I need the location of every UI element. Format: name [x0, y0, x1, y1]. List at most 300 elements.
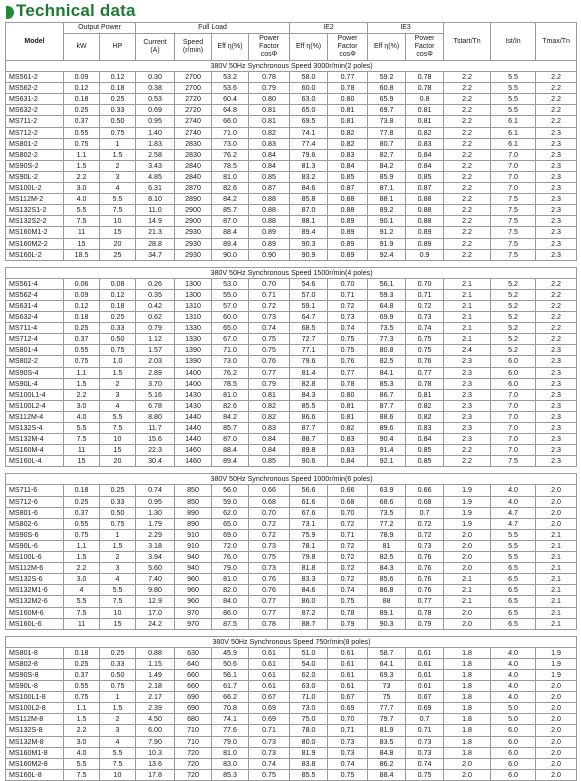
value-cell: 87.5 [212, 618, 249, 629]
value-cell: 0.82 [249, 127, 290, 138]
model-cell: MS801-2 [6, 138, 64, 149]
value-cell: 970 [175, 607, 212, 618]
value-cell: 0.84 [328, 456, 368, 467]
value-cell: 3.70 [136, 378, 175, 389]
value-cell: 81.0 [212, 171, 249, 182]
value-cell: 65.0 [290, 105, 328, 116]
value-cell: 0.74 [328, 758, 368, 769]
model-cell: MS100L2-4 [6, 400, 64, 411]
value-cell: 0.89 [328, 238, 368, 249]
value-cell: 62.0 [212, 507, 249, 518]
value-cell: 0.12 [64, 300, 100, 311]
value-cell: 1.9 [536, 669, 577, 680]
value-cell: 2.2 [536, 72, 577, 83]
value-cell: 7.5 [491, 249, 536, 260]
value-cell: 0.09 [64, 289, 100, 300]
value-cell: 7.0 [491, 183, 536, 194]
value-cell: 2.3 [536, 205, 577, 216]
value-cell: 4 [100, 400, 136, 411]
value-cell: 1.5 [100, 149, 136, 160]
value-cell: 2.3 [536, 367, 577, 378]
value-cell: 7.5 [100, 205, 136, 216]
value-cell: 4.0 [64, 747, 100, 758]
value-cell: 0.87 [249, 183, 290, 194]
model-cell: MS90S-6 [6, 529, 64, 540]
value-cell: 17.0 [136, 607, 175, 618]
value-cell: 91.4 [368, 445, 406, 456]
value-cell: 2.0 [536, 496, 577, 507]
value-cell: 5.5 [100, 411, 136, 422]
value-cell: 0.72 [406, 518, 444, 529]
value-cell: 2.1 [444, 312, 491, 323]
value-cell: 2930 [175, 238, 212, 249]
value-cell: 7.0 [491, 434, 536, 445]
value-cell: 0.78 [328, 378, 368, 389]
value-cell: 4.0 [491, 692, 536, 703]
value-cell: 0.78 [406, 607, 444, 618]
model-cell: MS160M1-2 [6, 227, 64, 238]
value-cell: 2.2 [536, 94, 577, 105]
value-cell: 1.1 [64, 149, 100, 160]
value-cell: 2.1 [444, 585, 491, 596]
value-cell: 82.6 [212, 183, 249, 194]
value-cell: 1300 [175, 289, 212, 300]
model-cell: MS632-2 [6, 105, 64, 116]
value-cell: 2.3 [444, 389, 491, 400]
table-row [6, 736, 577, 747]
value-cell: 90.3 [290, 238, 328, 249]
value-cell: 69.5 [290, 116, 328, 127]
table-row [6, 485, 577, 496]
value-cell: 78.0 [290, 725, 328, 736]
value-cell: 2.29 [136, 529, 175, 540]
value-cell: 58.7 [368, 647, 406, 658]
value-cell: 0.84 [406, 160, 444, 171]
value-cell: 0.55 [64, 127, 100, 138]
value-cell: 83.0 [212, 758, 249, 769]
table-row [6, 278, 577, 289]
value-cell: 88.4 [368, 769, 406, 780]
model-cell: MS801-6 [6, 507, 64, 518]
value-cell: 0.81 [328, 400, 368, 411]
table-row [6, 658, 577, 669]
value-cell: 2.2 [444, 72, 491, 83]
table-row [6, 769, 577, 780]
value-cell: 0.72 [406, 300, 444, 311]
value-cell: 0.75 [328, 334, 368, 345]
value-cell: 960 [175, 585, 212, 596]
value-cell: 1.40 [136, 127, 175, 138]
value-cell: 2.3 [536, 227, 577, 238]
model-cell: MS160M-6 [6, 607, 64, 618]
table-row [6, 171, 577, 182]
value-cell: 0.75 [328, 596, 368, 607]
value-cell: 1400 [175, 378, 212, 389]
value-cell: 76.2 [212, 149, 249, 160]
value-cell: 7.5 [491, 216, 536, 227]
value-cell: 0.85 [406, 456, 444, 467]
model-cell: MS802-6 [6, 518, 64, 529]
value-cell: 2.0 [444, 607, 491, 618]
value-cell: 63.0 [290, 681, 328, 692]
value-cell: 2.0 [444, 618, 491, 629]
value-cell: 2.2 [444, 227, 491, 238]
value-cell: 84.3 [290, 389, 328, 400]
value-cell: 18.5 [64, 249, 100, 260]
value-cell: 2.2 [444, 94, 491, 105]
value-cell: 0.83 [406, 423, 444, 434]
table-row [6, 289, 577, 300]
value-cell: 7.5 [100, 596, 136, 607]
value-cell: 1310 [175, 300, 212, 311]
value-cell: 0.76 [249, 585, 290, 596]
model-cell: MS90L-2 [6, 171, 64, 182]
group-header-row [6, 636, 577, 647]
value-cell: 85.8 [290, 194, 328, 205]
value-cell: 1.8 [444, 658, 491, 669]
value-cell: 0.18 [64, 485, 100, 496]
value-cell: 0.69 [249, 714, 290, 725]
value-cell: 1.8 [444, 714, 491, 725]
value-cell: 92.4 [368, 249, 406, 260]
value-cell: 2.1 [536, 574, 577, 585]
value-cell: 2.39 [136, 703, 175, 714]
model-cell: MS561-2 [6, 72, 64, 83]
value-cell: 640 [175, 658, 212, 669]
model-cell: MS802-2 [6, 356, 64, 367]
value-cell: 88.7 [290, 618, 328, 629]
table-row [6, 529, 577, 540]
value-cell: 4.0 [491, 647, 536, 658]
value-cell: 0.74 [328, 585, 368, 596]
value-cell: 2700 [175, 83, 212, 94]
value-cell: 71.0 [290, 692, 328, 703]
value-cell: 1.8 [444, 681, 491, 692]
model-cell: MS160L-6 [6, 618, 64, 629]
value-cell: 0.78 [328, 83, 368, 94]
value-cell: 70.8 [212, 703, 249, 714]
value-cell: 80.7 [368, 138, 406, 149]
value-cell: 3 [100, 389, 136, 400]
value-cell: 0.81 [328, 116, 368, 127]
value-cell: 89.8 [290, 445, 328, 456]
value-cell: 0.67 [249, 692, 290, 703]
value-cell: 0.73 [328, 747, 368, 758]
value-cell: 1 [100, 692, 136, 703]
value-cell: 2720 [175, 94, 212, 105]
value-cell: 59.3 [368, 289, 406, 300]
value-cell: 0.25 [100, 312, 136, 323]
table-row [6, 389, 577, 400]
table-row [6, 323, 577, 334]
value-cell: 2890 [175, 194, 212, 205]
value-cell: 68.6 [368, 496, 406, 507]
value-cell: 0.82 [249, 400, 290, 411]
value-cell: 2.3 [536, 434, 577, 445]
value-cell: 0.18 [100, 83, 136, 94]
value-cell: 0.25 [100, 485, 136, 496]
value-cell: 0.89 [328, 249, 368, 260]
value-cell: 0.55 [64, 681, 100, 692]
value-cell: 7.5 [64, 607, 100, 618]
value-cell: 0.81 [249, 389, 290, 400]
value-cell: 2.3 [444, 400, 491, 411]
value-cell: 0.76 [249, 356, 290, 367]
table-row [6, 585, 577, 596]
model-cell: MS90L-6 [6, 540, 64, 551]
model-cell: MS712-2 [6, 127, 64, 138]
value-cell: 21.3 [136, 227, 175, 238]
value-cell: 6.0 [491, 736, 536, 747]
value-cell: 87.0 [212, 434, 249, 445]
value-cell: 2.03 [136, 356, 175, 367]
group-header-row [6, 267, 577, 278]
header-current: Current (A) [136, 34, 175, 61]
value-cell: 2.2 [536, 334, 577, 345]
value-cell: 6.0 [491, 769, 536, 780]
value-cell: 4 [100, 183, 136, 194]
value-cell: 0.33 [100, 105, 136, 116]
value-cell: 0.18 [64, 647, 100, 658]
value-cell: 0.75 [406, 345, 444, 356]
value-cell: 0.08 [100, 278, 136, 289]
value-cell: 2.1 [536, 563, 577, 574]
value-cell: 0.90 [249, 249, 290, 260]
value-cell: 0.30 [136, 72, 175, 83]
value-cell: 1300 [175, 278, 212, 289]
value-cell: 1.1 [64, 367, 100, 378]
value-cell: 84.6 [290, 183, 328, 194]
value-cell: 0.83 [328, 149, 368, 160]
value-cell: 45.9 [212, 647, 249, 658]
value-cell: 0.37 [64, 116, 100, 127]
header-ist: Ist/In [491, 23, 536, 61]
value-cell: 2.17 [136, 692, 175, 703]
value-cell: 1.5 [64, 552, 100, 563]
value-cell: 2.2 [444, 183, 491, 194]
value-cell: 89.1 [368, 607, 406, 618]
value-cell: 0.69 [249, 703, 290, 714]
value-cell: 2930 [175, 227, 212, 238]
value-cell: 1460 [175, 456, 212, 467]
value-cell: 1460 [175, 445, 212, 456]
value-cell: 0.78 [249, 72, 290, 83]
value-cell: 77.1 [290, 345, 328, 356]
value-cell: 53.6 [212, 83, 249, 94]
table-row [6, 563, 577, 574]
value-cell: 5.2 [491, 289, 536, 300]
value-cell: 2.2 [444, 445, 491, 456]
value-cell: 2.0 [536, 769, 577, 780]
value-cell: 8.80 [136, 411, 175, 422]
value-cell: 2.1 [536, 607, 577, 618]
value-cell: 0.73 [249, 312, 290, 323]
value-cell: 0.78 [406, 83, 444, 94]
value-cell: 0.76 [406, 552, 444, 563]
value-cell: 87.7 [290, 423, 328, 434]
value-cell: 6.0 [491, 367, 536, 378]
value-cell: 76.0 [212, 552, 249, 563]
value-cell: 1440 [175, 411, 212, 422]
value-cell: 0.85 [406, 171, 444, 182]
model-cell: MS132M2-6 [6, 596, 64, 607]
value-cell: 7.0 [491, 149, 536, 160]
value-cell: 2.3 [536, 389, 577, 400]
value-cell: 7.5 [64, 769, 100, 780]
group-spacer [6, 467, 577, 474]
technical-data-table [5, 22, 577, 781]
value-cell: 0.88 [249, 216, 290, 227]
value-cell: 83.2 [290, 171, 328, 182]
value-cell: 2.0 [444, 563, 491, 574]
value-cell: 88.4 [212, 227, 249, 238]
value-cell: 88.4 [212, 445, 249, 456]
value-cell: 1.8 [444, 747, 491, 758]
table-row [6, 747, 577, 758]
value-cell: 6.0 [491, 747, 536, 758]
value-cell: 4.0 [491, 669, 536, 680]
value-cell: 0.77 [249, 607, 290, 618]
value-cell: 1.5 [100, 540, 136, 551]
value-cell: 71.0 [212, 127, 249, 138]
value-cell: 0.72 [328, 574, 368, 585]
table-body [6, 61, 577, 781]
value-cell: 7.0 [491, 160, 536, 171]
value-cell: 0.67 [406, 692, 444, 703]
value-cell: 1.5 [100, 703, 136, 714]
value-cell: 0.88 [406, 216, 444, 227]
value-cell: 89.4 [212, 456, 249, 467]
value-cell: 56.1 [212, 669, 249, 680]
header-ie2: IE2 [290, 23, 368, 34]
value-cell: 0.55 [64, 518, 100, 529]
value-cell: 1.9 [444, 518, 491, 529]
table-row [6, 725, 577, 736]
value-cell: 0.87 [328, 183, 368, 194]
model-cell: MS160M2-8 [6, 758, 64, 769]
value-cell: 11 [64, 445, 100, 456]
value-cell: 0.89 [328, 227, 368, 238]
value-cell: 0.87 [406, 183, 444, 194]
value-cell: 0.18 [64, 94, 100, 105]
value-cell: 2.3 [444, 367, 491, 378]
value-cell: 0.73 [406, 312, 444, 323]
model-cell: MS712-6 [6, 496, 64, 507]
table-row [6, 238, 577, 249]
value-cell: 2.0 [536, 692, 577, 703]
value-cell: 0.18 [100, 300, 136, 311]
value-cell: 66.2 [212, 692, 249, 703]
model-cell: MS711-2 [6, 116, 64, 127]
value-cell: 14.9 [136, 216, 175, 227]
value-cell: 64.8 [212, 105, 249, 116]
value-cell: 6.5 [491, 563, 536, 574]
value-cell: 88.1 [368, 194, 406, 205]
model-cell: MS711-6 [6, 485, 64, 496]
value-cell: 2.2 [64, 171, 100, 182]
value-cell: 0.89 [406, 238, 444, 249]
value-cell: 0.78 [406, 378, 444, 389]
value-cell: 0.88 [406, 205, 444, 216]
group-spacer [6, 260, 577, 267]
value-cell: 3 [100, 171, 136, 182]
value-cell: 2.1 [444, 289, 491, 300]
value-cell: 2830 [175, 149, 212, 160]
value-cell: 24.2 [136, 618, 175, 629]
value-cell: 2.1 [536, 540, 577, 551]
value-cell: 0.82 [328, 127, 368, 138]
value-cell: 2.2 [444, 105, 491, 116]
value-cell: 78.5 [212, 160, 249, 171]
value-cell: 0.77 [328, 367, 368, 378]
value-cell: 2740 [175, 116, 212, 127]
value-cell: 0.82 [406, 411, 444, 422]
value-cell: 0.50 [100, 116, 136, 127]
value-cell: 7.5 [491, 456, 536, 467]
value-cell: 0.74 [406, 323, 444, 334]
value-cell: 0.69 [328, 703, 368, 714]
value-cell: 2900 [175, 216, 212, 227]
group-spacer-cell [6, 467, 577, 474]
value-cell: 4.0 [491, 485, 536, 496]
value-cell: 89.4 [212, 238, 249, 249]
value-cell: 0.72 [249, 300, 290, 311]
value-cell: 0.75 [100, 127, 136, 138]
value-cell: 0.18 [64, 312, 100, 323]
value-cell: 7.40 [136, 574, 175, 585]
value-cell: 2.0 [444, 769, 491, 780]
value-cell: 0.89 [249, 238, 290, 249]
value-cell: 74.1 [290, 127, 328, 138]
value-cell: 1390 [175, 356, 212, 367]
value-cell: 1.9 [444, 485, 491, 496]
value-cell: 0.50 [100, 507, 136, 518]
value-cell: 65.0 [212, 323, 249, 334]
model-cell: MS561-4 [6, 278, 64, 289]
model-cell: MS631-2 [6, 94, 64, 105]
value-cell: 3.0 [64, 574, 100, 585]
group-label: 380V 50Hz Synchronous Speed 750r/min(8 poles) [6, 636, 577, 647]
model-cell: MS90L-4 [6, 378, 64, 389]
table-row [6, 183, 577, 194]
value-cell: 2.0 [444, 540, 491, 551]
value-cell: 15 [64, 456, 100, 467]
value-cell: 0.61 [406, 658, 444, 669]
value-cell: 2930 [175, 249, 212, 260]
value-cell: 2.0 [536, 507, 577, 518]
model-cell: MS632-4 [6, 312, 64, 323]
value-cell: 0.71 [249, 289, 290, 300]
header-hp: HP [100, 34, 136, 61]
header-ie3-power-factor: Power Factor cosΦ [406, 34, 444, 61]
table-row [6, 138, 577, 149]
value-cell: 0.88 [406, 194, 444, 205]
value-cell: 7.0 [491, 400, 536, 411]
value-cell: 5.5 [100, 747, 136, 758]
value-cell: 2.2 [444, 216, 491, 227]
value-cell: 1400 [175, 367, 212, 378]
value-cell: 60.8 [368, 83, 406, 94]
table-row [6, 540, 577, 551]
value-cell: 86.7 [368, 389, 406, 400]
value-cell: 0.74 [406, 758, 444, 769]
table-row [6, 456, 577, 467]
value-cell: 3.0 [64, 400, 100, 411]
table-row [6, 116, 577, 127]
value-cell: 0.55 [64, 345, 100, 356]
group-spacer [6, 629, 577, 636]
table-row [6, 378, 577, 389]
